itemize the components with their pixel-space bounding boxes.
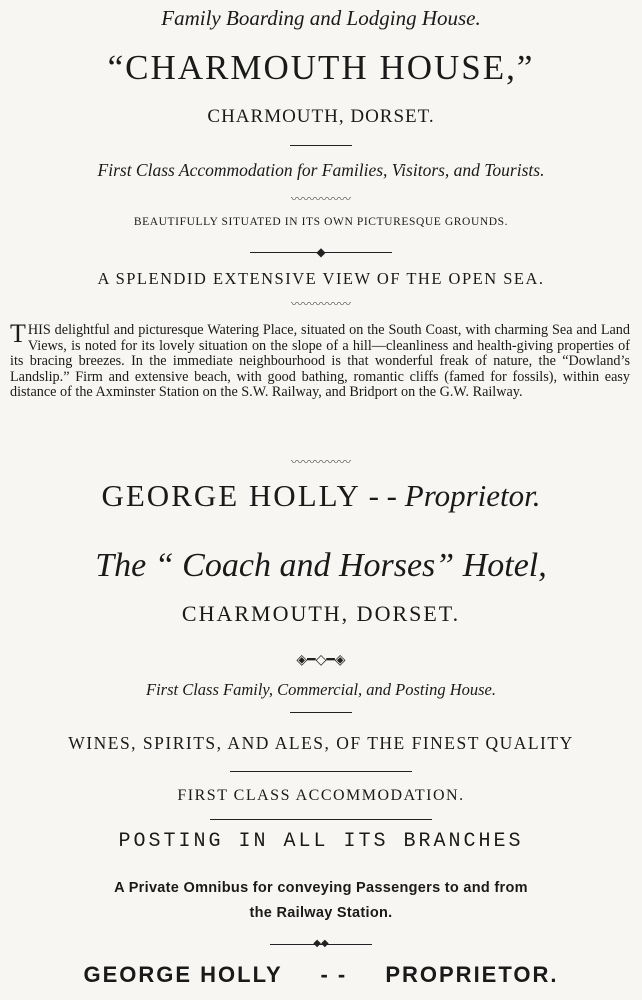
- coach-and-horses-title: The “ Coach and Horses” Hotel,: [95, 547, 547, 584]
- wavy-divider: 〰〰〰〰〰: [290, 297, 351, 311]
- posting-line: POSTING IN ALL ITS BRANCHES: [118, 830, 524, 853]
- charmouth-house-location: CHARMOUTH, DORSET.: [207, 106, 435, 127]
- sea-view-line: A SPLENDID EXTENSIVE VIEW OF THE OPEN SEA.: [97, 269, 545, 288]
- divider: [290, 145, 352, 146]
- charmouth-house-title: “CHARMOUTH HOUSE,”: [107, 48, 535, 87]
- proprietor-separator: - -: [368, 478, 398, 513]
- divider: [230, 771, 412, 772]
- description-text: HIS delightful and picturesque Watering Place, situated on the South Coast, with charming Sea and Land Views, is noted for its lovely situation on the slope of a hill—cleanliness and health-giving properties of its bracing breezes. In the immediate neighbourhood is that wonderful freak of nature, the “Dowland’s Landslip.” Firm and extensive beach, with good bathing, romantic cliffs (famed for fossils), within easy distance of the Axminster Station on the S.W. Railway, and Bridport on the G.W. Railway.: [10, 322, 630, 400]
- scroll-ornament-icon: ◈━◇━◈: [296, 652, 346, 668]
- description-paragraph: [10, 319, 630, 401]
- proprietor-name: GEORGE HOLLY: [83, 962, 283, 987]
- omnibus-line-1: A Private Omnibus for conveying Passengers to and from: [114, 880, 528, 896]
- first-class-line: FIRST CLASS ACCOMMODATION.: [177, 787, 465, 804]
- proprietor-title: Proprietor.: [404, 478, 541, 513]
- proprietor-name: GEORGE HOLLY: [101, 478, 361, 513]
- accommodation-line: First Class Accommodation for Families, Visitors, and Tourists.: [97, 160, 545, 180]
- charmouth-house-proprietor: [0, 478, 642, 514]
- house-type-line: First Class Family, Commercial, and Posting House.: [145, 680, 496, 699]
- divider: [290, 712, 352, 713]
- wines-line: WINES, SPIRITS, AND ALES, OF THE FINEST QUALITY: [68, 733, 574, 753]
- coach-and-horses-location: CHARMOUTH, DORSET.: [181, 601, 461, 626]
- proprietor-title: PROPRIETOR.: [385, 962, 559, 987]
- drop-cap: T: [10, 319, 26, 348]
- diamond-ornament-icon: ◆: [316, 245, 326, 259]
- situated-line: BEAUTIFULLY SITUATED IN ITS OWN PICTURESQUE GROUNDS.: [133, 216, 509, 228]
- tagline: Family Boarding and Lodging House.: [161, 6, 481, 30]
- omnibus-line-2: the Railway Station.: [249, 905, 393, 921]
- diamond-ornament-icon: ◆◆: [313, 938, 329, 949]
- proprietor-separator: - -: [320, 962, 348, 987]
- coach-and-horses-proprietor: [0, 962, 642, 988]
- wavy-divider: 〰〰〰〰〰: [290, 455, 351, 469]
- wavy-divider: 〰〰〰〰〰: [290, 192, 351, 206]
- divider: [210, 819, 432, 820]
